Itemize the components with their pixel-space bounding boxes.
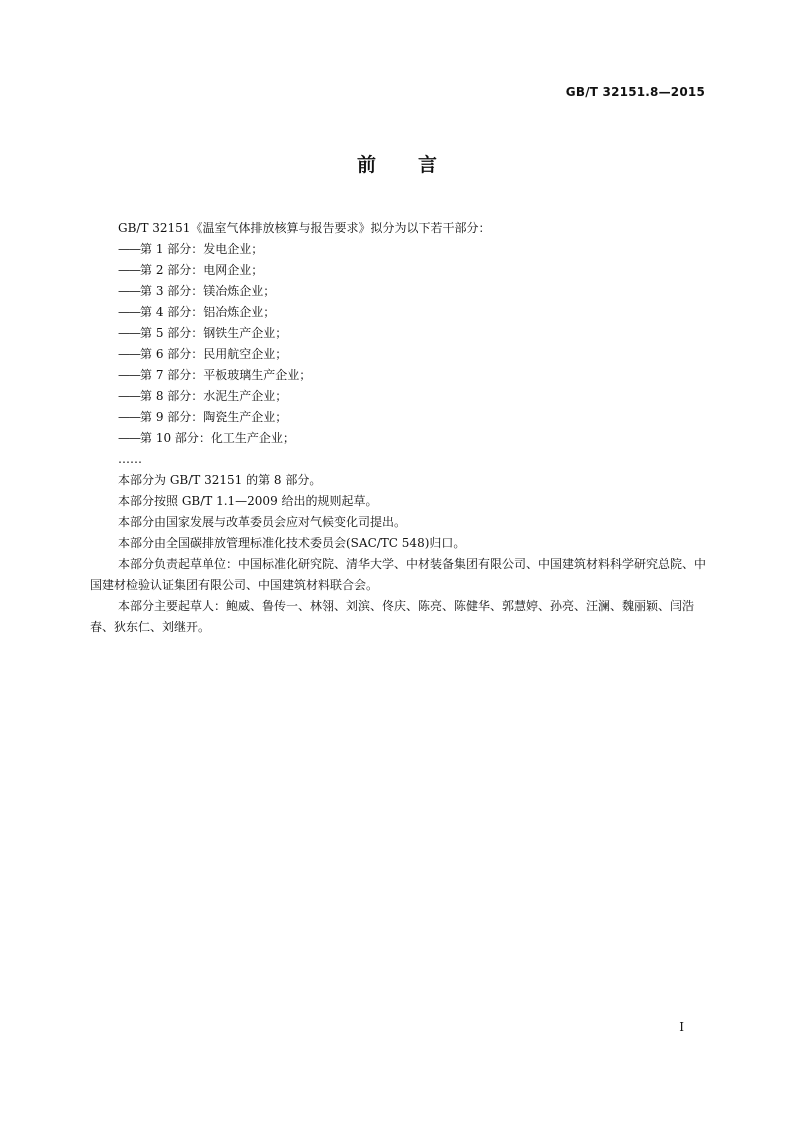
part-label: 第 5 部分：钢铁生产企业； [140, 326, 288, 340]
page-title: 前言 [356, 154, 479, 176]
part-label: 第 3 部分：镁冶炼企业； [140, 284, 276, 298]
part-label: 第 7 部分：平板玻璃生产企业； [140, 368, 312, 382]
list-item [90, 365, 706, 386]
dash: —— [118, 284, 140, 298]
dash: —— [118, 305, 140, 319]
list-item [90, 239, 706, 260]
list-item [90, 344, 706, 365]
paragraph-part-number: 本部分为 GB/T 32151 的第 8 部分。 [118, 473, 322, 487]
paragraph-drafters: 本部分主要起草人：鲍威、鲁传一、林翎、刘滨、佟庆、陈亮、陈健华、郭慧婷、孙亮、汪澜、魏丽颖、闫浩春、狄东仁、刘继开。 [90, 599, 695, 634]
list-item [90, 281, 706, 302]
parts-list [90, 239, 706, 449]
list-item [90, 428, 706, 449]
part-label: 第 4 部分：铝冶炼企业； [140, 305, 276, 319]
list-item [90, 386, 706, 407]
dash: —— [118, 368, 140, 382]
dash: —— [118, 242, 140, 256]
dash: —— [118, 326, 140, 340]
dash: —— [118, 431, 140, 445]
paragraph-drafting-units: 本部分负责起草单位：中国标准化研究院、清华大学、中材装备集团有限公司、中国建筑材料科学研究总院、中国建材检验认证集团有限公司、中国建筑材料联合会。 [90, 557, 707, 592]
part-label: 第 6 部分：民用航空企业； [140, 347, 288, 361]
list-item [90, 302, 706, 323]
foreword-body [90, 218, 706, 638]
intro-paragraph: GB/T 32151《温室气体排放核算与报告要求》拟分为以下若干部分： [118, 221, 491, 235]
dash: —— [118, 410, 140, 424]
list-item [90, 407, 706, 428]
list-item [90, 260, 706, 281]
standard-number: GB/T 32151.8—2015 [565, 85, 705, 99]
part-label: 第 1 部分：发电企业； [140, 242, 264, 256]
part-label: 第 10 部分：化工生产企业； [140, 431, 295, 445]
dash: —— [118, 263, 140, 277]
dash: —— [118, 389, 140, 403]
part-label: 第 2 部分：电网企业； [140, 263, 264, 277]
ellipsis: …… [118, 452, 142, 466]
part-label: 第 8 部分：水泥生产企业； [140, 389, 288, 403]
paragraph-drafting-rules: 本部分按照 GB/T 1.1—2009 给出的规则起草。 [118, 494, 378, 508]
page-number: I [679, 1020, 684, 1034]
part-label: 第 9 部分：陶瓷生产企业； [140, 410, 288, 424]
paragraph-proposer: 本部分由国家发展与改革委员会应对气候变化司提出。 [118, 515, 407, 529]
paragraph-jurisdiction: 本部分由全国碳排放管理标准化技术委员会(SAC/TC 548)归口。 [118, 536, 466, 550]
list-item [90, 323, 706, 344]
dash: —— [118, 347, 140, 361]
